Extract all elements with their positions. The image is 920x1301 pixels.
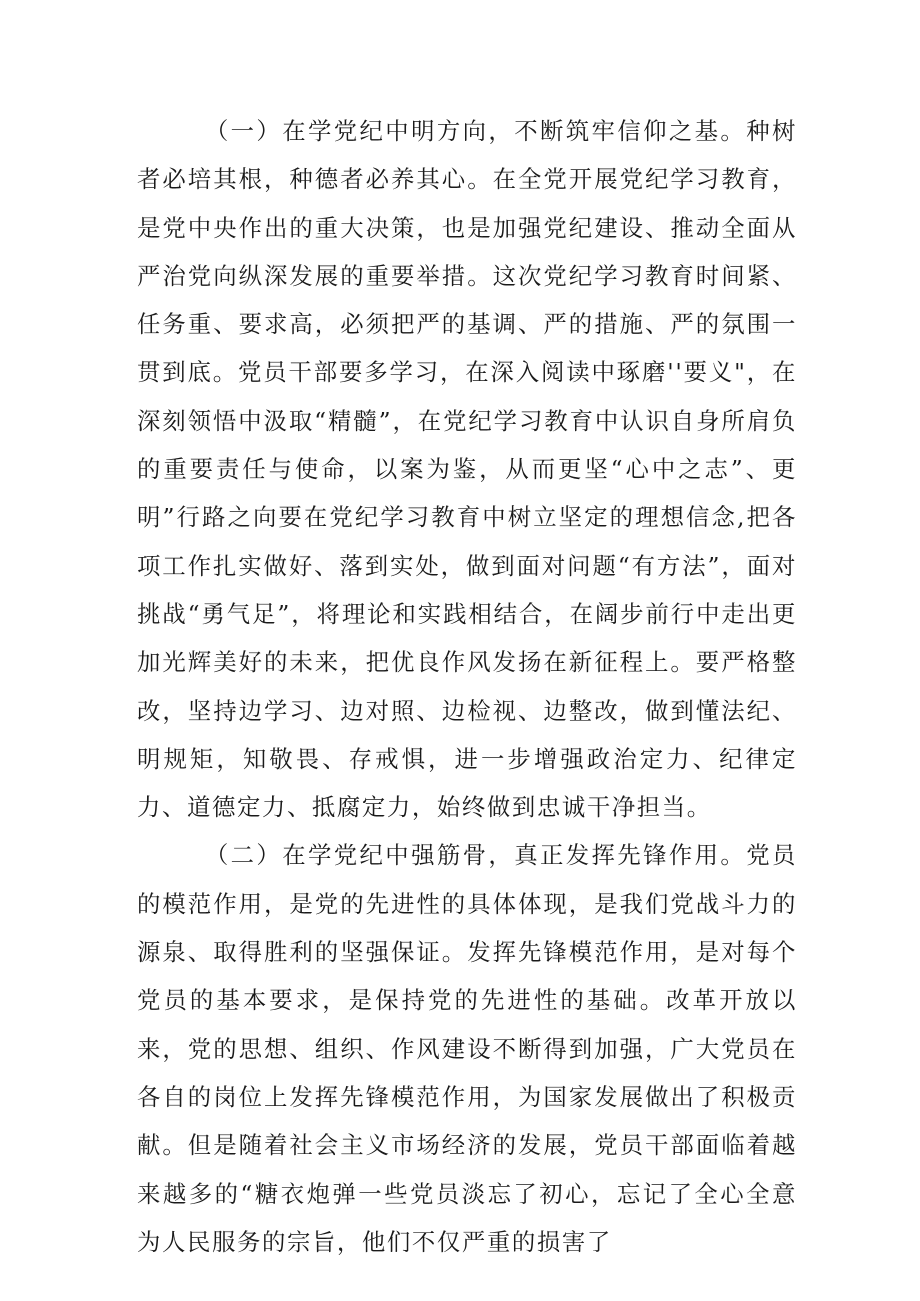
paragraph-2-heading: （二）在学党纪中强筋骨，真正发挥先锋作用。 bbox=[204, 841, 747, 870]
document-body bbox=[137, 107, 797, 1266]
paragraph-1-text: 种树者必培其根，种德者必养其心。在全党开展党纪学习教育，是党中央作出的重大决策，也是加强党纪建设、推动全面从严治党向纵深发展的重要举措。这次党纪学习教育时间紧、任务重、要求高，必须把严的基调、严的措施、严的氛围一贯到底。党员干部要多学习，在深入阅读中琢磨''要义"，在深刻领悟中汲取“精髓”，在党纪学习教育中认识自身所肩负的重要责任与使命，以案为鉴，从而更坚“心中之志”、更明”行路之向要在党纪学习教育中树立坚定的理想信念,把各项工作扎实做好、落到实处，做到面对问题“有方法”，面对挑战“勇气足”，将理论和实践相结合，在阔步前行中走出更加光辉美好的未来，把优良作风发扬在新征程上。要严格整改，坚持边学习、边对照、边检视、边整改，做到懂法纪、明规矩，知敬畏、存戒惧，进一步增强政治定力、纪律定力、道德定力、抵腐定力，始终做到忠诚干净担当。 bbox=[137, 117, 797, 822]
paragraph-2-text: 党员的模范作用，是党的先进性的具体体现，是我们党战斗力的源泉、取得胜利的坚强保证。发挥先锋模范作用，是对每个党员的基本要求，是保持党的先进性的基础。改革开放以来，党的思想、组织、作风建设不断得到加强，广大党员在各自的岗位上发挥先锋模范作用，为国家发展做出了积极贡献。但是随着社会主义市场经济的发展，党员干部面临着越来越多的“糖衣炮弹一些党员淡忘了初心，忘记了全心全意为人民服务的宗旨，他们不仅严重的损害了 bbox=[137, 841, 797, 1256]
paragraph-2 bbox=[137, 831, 797, 1266]
paragraph-1-heading: （一）在学党纪中明方向，不断筑牢信仰之基。 bbox=[204, 117, 747, 145]
paragraph-1 bbox=[137, 107, 797, 831]
